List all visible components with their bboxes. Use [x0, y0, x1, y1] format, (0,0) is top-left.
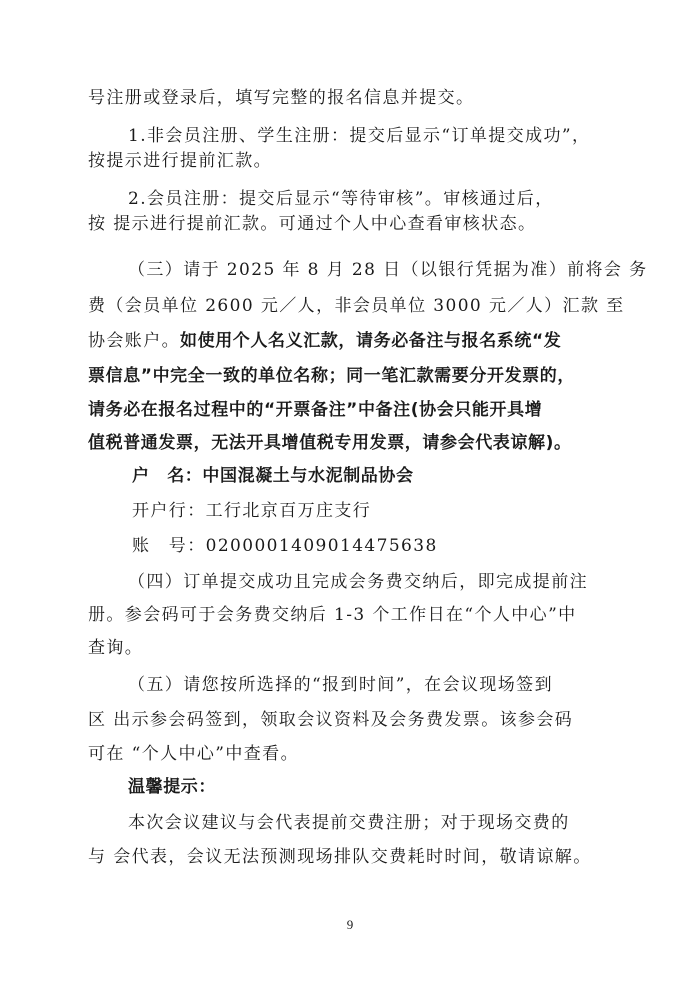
text-span: 协会账户。 [88, 331, 180, 351]
text-line: 册。参会码可于会务费交纳后 1-3 个工作日在“个人中心”中 [88, 605, 577, 625]
page-number: 9 [346, 917, 354, 932]
emphasis-line: 票信息”中完全一致的单位名称；同一笔汇款需要分开发票的， [88, 366, 575, 386]
text-line: （三）请于 2025 年 8 月 28 日（以银行凭据为准）前将会 务 [128, 260, 648, 280]
tips-heading: 温馨提示： [128, 777, 216, 797]
text-line: 与 会代表，会议无法预测现场排队交费耗时时间，敬请谅解。 [88, 847, 592, 867]
text-line: 2.会员注册：提交后显示“等待审核”。审核通过后， [128, 189, 554, 209]
bank-branch: 开户行：工行北京百万庄支行 [132, 501, 372, 521]
text-line: 按 提示进行提前汇款。可通过个人中心查看审核状态。 [88, 214, 537, 234]
text-line: （五）请您按所选择的“报到时间”，在会议现场签到 [128, 675, 553, 695]
text-line: 区 出示参会码签到，领取会议资料及会务费发票。该参会码 [88, 710, 574, 730]
account-name: 户 名：中国混凝土与水泥制品协会 [132, 466, 414, 486]
emphasis-line: 值税普通发票，无法开具增值税专用发票，请参会代表谅解)。 [88, 433, 572, 453]
text-line: 可在 “个人中心”中查看。 [88, 744, 299, 764]
text-line: 本次会议建议与会代表提前交费注册；对于现场交费的 [128, 813, 570, 833]
text-line: 按提示进行提前汇款。 [88, 151, 272, 171]
emphasis-line: 请务必在报名过程中的“开票备注”中备注(协会只能开具增 [88, 400, 543, 420]
text-line: 费（会员单位 2600 元／人，非会员单位 3000 元／人）汇款 至 [88, 296, 625, 316]
text-line: 1.非会员注册、学生注册：提交后显示“订单提交成功”， [128, 126, 591, 146]
account-number: 账 号：0200001409014475638 [132, 536, 438, 556]
text-line [88, 329, 618, 353]
text-line: （四）订单提交成功且完成会务费交纳后，即完成提前注 [128, 572, 588, 592]
emphasis-text: 如使用个人名义汇款，请务必备注与报名系统“发 [180, 331, 562, 351]
text-line: 号注册或登录后，填写完整的报名信息并提交。 [88, 88, 475, 108]
text-line: 查询。 [88, 638, 144, 658]
